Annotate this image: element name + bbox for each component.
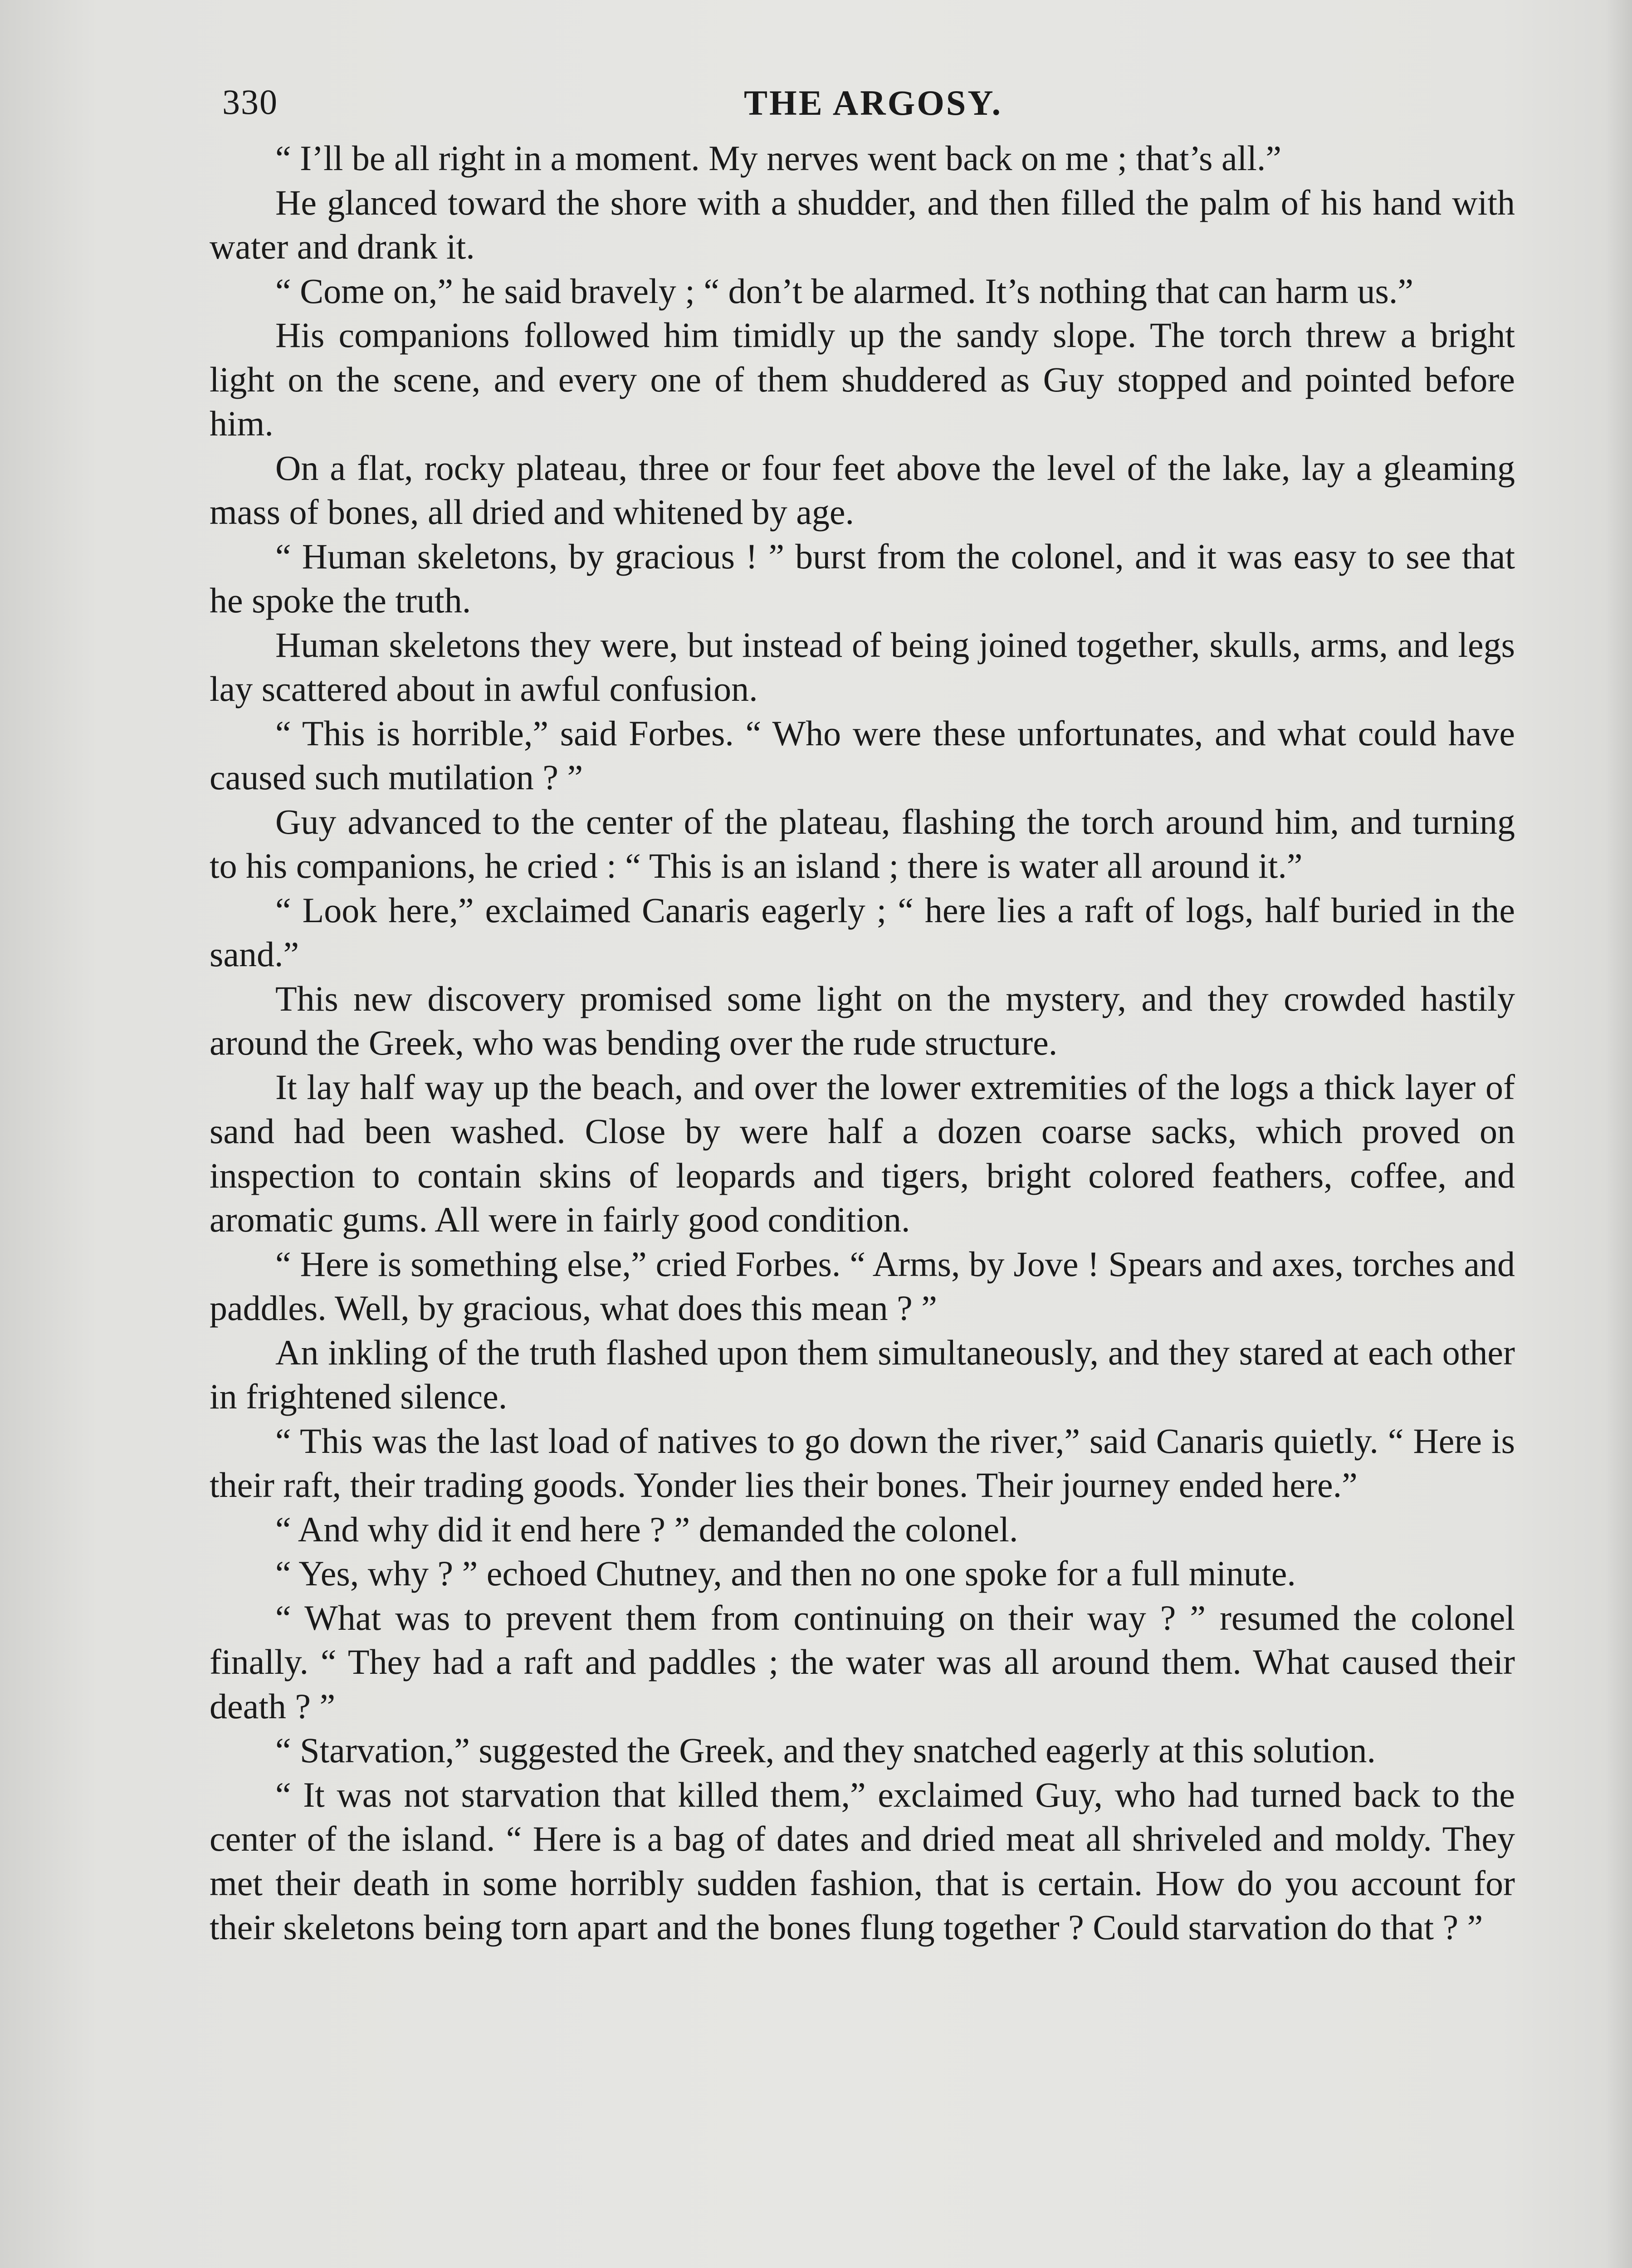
body-text [210,136,1515,1950]
paragraph: “ This was the last load of natives to go down the river,” said Canaris quietly. “ Here is their raft, their trading goods. Yonder lies their bones. Their journey ended here.” [210,1421,1515,1505]
paragraph: “ Here is something else,” cried Forbes. “ Arms, by Jove ! Spears and axes, torches and paddles. Well, by gracious, what does this mean ? ” [210,1244,1515,1328]
paragraph: “ Come on,” he said bravely ; “ don’t be alarmed. It’s nothing that can harm us.” [275,271,1413,311]
paragraph: “ What was to prevent them from continuing on their way ? ” resumed the colonel finally. “ They had a raft and paddles ; the water was all around them. What caused their death ? ” [210,1598,1515,1726]
paragraph: This new discovery promised some light on the mystery, and they crowded hastily around the Greek, who was bending over the rude structure. [210,978,1515,1062]
page-edge-shadow [1605,0,1632,2268]
paragraph: Guy advanced to the center of the plateau, flashing the torch around him, and turning to his companions, he cried : “ This is an island ; there is water all around it.” [210,802,1515,885]
paragraph: “ I’ll be all right in a moment. My nerves went back on me ; that’s all.” [275,138,1282,178]
paragraph: It lay half way up the beach, and over the lower extremities of the logs a thick layer of sand had been washed. Close by were half a dozen coarse sacks, which proved on inspection to contain skins of leopards and tigers, bright colored feathers, coffee, and aromatic gums. All were in fairly good condition. [210,1067,1515,1239]
paragraph: “ Starvation,” suggested the Greek, and they snatched eagerly at this solution. [275,1730,1376,1770]
paragraph: His companions followed him timidly up the sandy slope. The torch threw a bright light on the scene, and every one of them shuddered as Guy stopped and pointed before him. [210,315,1515,443]
paragraph: An inkling of the truth flashed upon them simultaneously, and they stared at each other in frightened silence. [210,1332,1515,1416]
paragraph: “ This is horrible,” said Forbes. “ Who were these unfortunates, and what could have caused such mutilation ? ” [210,713,1515,797]
paragraph: “ Human skeletons, by gracious ! ” burst from the colonel, and it was easy to see that he spoke the truth. [210,536,1515,620]
paragraph: “ And why did it end here ? ” demanded the colonel. [275,1509,1018,1549]
paragraph: “ Yes, why ? ” echoed Chutney, and then no one spoke for a full minute. [275,1554,1296,1593]
paragraph: On a flat, rocky plateau, three or four feet above the level of the lake, lay a gleaming mass of bones, all dried and whitened by age. [210,448,1515,532]
paragraph: “ It was not starvation that killed them,” exclaimed Guy, who had turned back to the center of the island. “ Here is a bag of dates and dried meat all shriveled and moldy. They met their death in some horribly sudden fashion, that is certain. How do you account for their skeletons being torn apart and the bones flung together ? Could starvation do that ? ” [210,1774,1515,1947]
paragraph: “ Look here,” exclaimed Canaris eagerly ; “ here lies a raft of logs, half buried in the sand.” [210,890,1515,974]
paragraph: He glanced toward the shore with a shudder, and then filled the palm of his hand with water and drank it. [210,182,1515,266]
page-number: 330 [222,82,278,122]
running-head: THE ARGOSY. [744,83,1002,122]
paragraph: Human skeletons they were, but instead of being joined together, skulls, arms, and legs lay scattered about in awful confusion. [210,625,1515,709]
